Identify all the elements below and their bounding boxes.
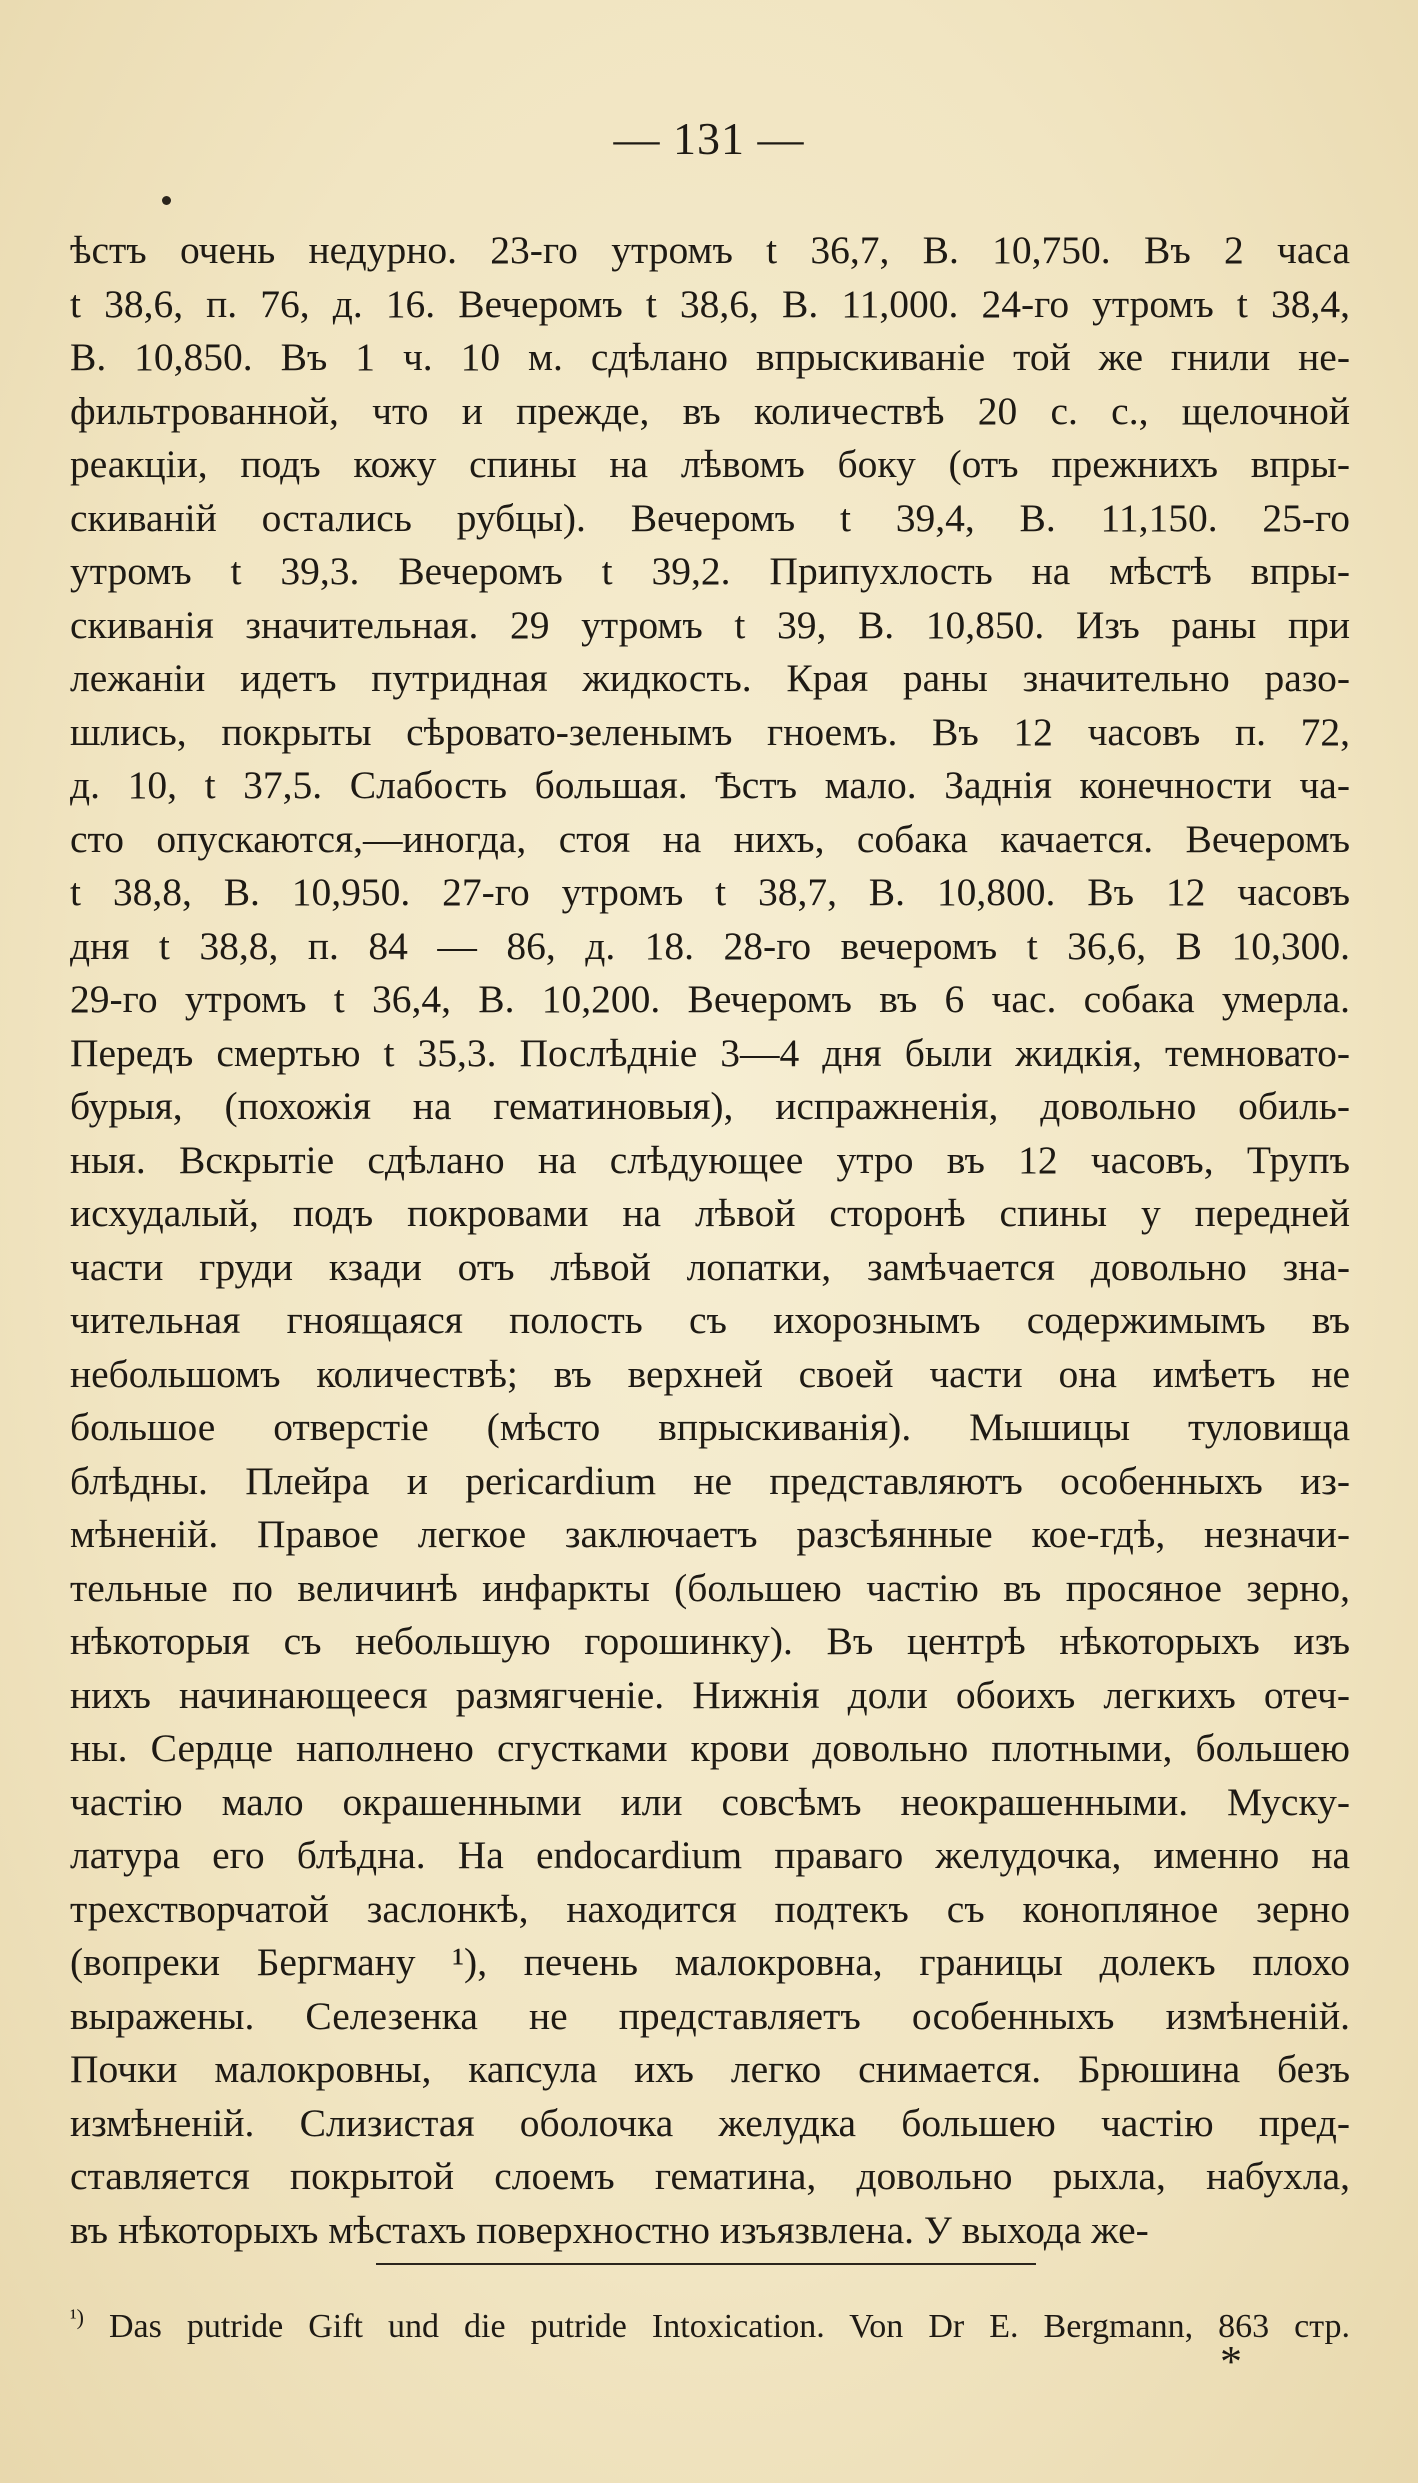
text-line: измѣненій. Слизистая оболочка желудка большею частію пред- <box>70 2100 1350 2145</box>
text-line: ѣстъ очень недурно. 23-го утромъ t 36,7, В. 10,750. Въ 2 часа <box>70 228 1350 272</box>
text-line: сто опускаются,—иногда, стоя на нихъ, собака качается. Вечеромъ <box>70 816 1350 861</box>
text-line: д. 10, t 37,5. Слабость большая. Ѣстъ мало. Заднія конечности ча- <box>70 763 1350 807</box>
text-line: блѣдны. Плейра и pericardium не представляютъ особенныхъ из- <box>70 1458 1350 1503</box>
text-line: нѣкоторыя съ небольшую горошинку). Въ центрѣ нѣкоторыхъ изъ <box>70 1619 1350 1663</box>
text-line: латура его блѣдна. На endocardium праваго желудочка, именно на <box>70 1833 1350 1877</box>
footnote-marker: ¹) <box>70 2304 84 2330</box>
text-line: мѣненій. Правое легкое заключаетъ разсѣянные кое-гдѣ, незначи- <box>70 1512 1350 1556</box>
text-line: дня t 38,8, п. 84 — 86, д. 18. 28-го вечеромъ t 36,6, В 10,300. <box>70 923 1350 968</box>
text-line: выражены. Селезенка не представляетъ особенныхъ измѣненій. <box>70 1993 1350 2038</box>
text-line: въ нѣкоторыхъ мѣстахъ поверхностно изъязвлена. У выхода же- <box>70 2207 1149 2252</box>
text-line: лежаніи идетъ путридная жидкость. Края раны значительно разо- <box>70 656 1350 700</box>
text-line: тельные по величинѣ инфаркты (большею частію въ просяное зерно, <box>70 1565 1350 1610</box>
text-line: t 38,6, п. 76, д. 16. Вечеромъ t 38,6, В. 11,000. 24-го утромъ t 38,4, <box>70 281 1350 326</box>
text-line: Передъ смертью t 35,3. Послѣдніе 3—4 дня были жидкія, темновато- <box>70 1030 1350 1075</box>
text-line: шлись, покрыты сѣровато-зеленымъ гноемъ. Въ 12 часовъ п. 72, <box>70 709 1350 754</box>
text-line: скиванія значительная. 29 утромъ t 39, В. 10,850. Изъ раны при <box>70 602 1350 647</box>
text-line: ны. Сердце наполнено сгустками крови довольно плотными, большею <box>70 1726 1350 1770</box>
footnote-divider <box>376 2263 1036 2265</box>
text-line: реакціи, подъ кожу спины на лѣвомъ боку (отъ прежнихъ впры- <box>70 442 1350 486</box>
footnote-text: Das putride Gift und die putride Intoxication. Von Dr E. Bergmann, 863 стр. <box>108 2308 1350 2345</box>
text-line: Почки малокровны, капсула ихъ легко снимается. Брюшина безъ <box>70 2047 1350 2091</box>
body-text <box>70 224 1350 2257</box>
text-line: 29-го утромъ t 36,4, В. 10,200. Вечеромъ въ 6 час. собака умерла. <box>70 977 1350 1021</box>
text-line: (вопреки Бергману ¹), печень малокровна, границы долекъ плохо <box>70 1940 1350 1984</box>
page-number: — 131 — <box>613 113 805 164</box>
text-line: t 38,8, В. 10,950. 27-го утромъ t 38,7, В. 10,800. Въ 12 часовъ <box>70 870 1350 914</box>
text-line: В. 10,850. Въ 1 ч. 10 м. сдѣлано впрыскиваніе той же гнили не- <box>70 335 1350 379</box>
text-line: чительная гноящаяся полость съ ихорознымъ содержимымъ въ <box>70 1298 1350 1342</box>
signature-mark: * <box>1220 2337 1242 2386</box>
text-line: части груди кзади отъ лѣвой лопатки, замѣчается довольно зна- <box>70 1244 1350 1289</box>
text-line: трехстворчатой заслонкѣ, находится подтекъ съ конопляное зерно <box>70 1886 1350 1931</box>
text-line: частію мало окрашенными или совсѣмъ неокрашенными. Муску- <box>70 1779 1350 1824</box>
text-line: утромъ t 39,3. Вечеромъ t 39,2. Припухлость на мѣстѣ впры- <box>70 549 1350 593</box>
text-line: исхудалый, подъ покровами на лѣвой сторонѣ спины у передней <box>70 1191 1350 1235</box>
text-line: большое отверстіе (мѣсто впрыскиванія). Мышицы туловища <box>70 1405 1350 1449</box>
text-line: ставляется покрытой слоемъ гематина, довольно рыхла, набухла, <box>70 2154 1350 2198</box>
text-line: скиваній остались рубцы). Вечеромъ t 39,4, В. 11,150. 25-го <box>70 495 1350 540</box>
text-line: нихъ начинающееся размягченіе. Нижнія доли обоихъ легкихъ отеч- <box>70 1672 1350 1717</box>
text-line: бурыя, (похожія на гематиновыя), испражненія, довольно обиль- <box>70 1084 1350 1128</box>
ink-dot <box>162 196 171 205</box>
text-line: фильтрованной, что и прежде, въ количествѣ 20 с. с., щелочной <box>70 388 1350 433</box>
text-line: небольшомъ количествѣ; въ верхней своей части она имѣетъ не <box>70 1351 1350 1396</box>
footnote <box>70 2304 1350 2350</box>
text-line: ныя. Вскрытіе сдѣлано на слѣдующее утро въ 12 часовъ, Трупъ <box>70 1137 1350 1182</box>
